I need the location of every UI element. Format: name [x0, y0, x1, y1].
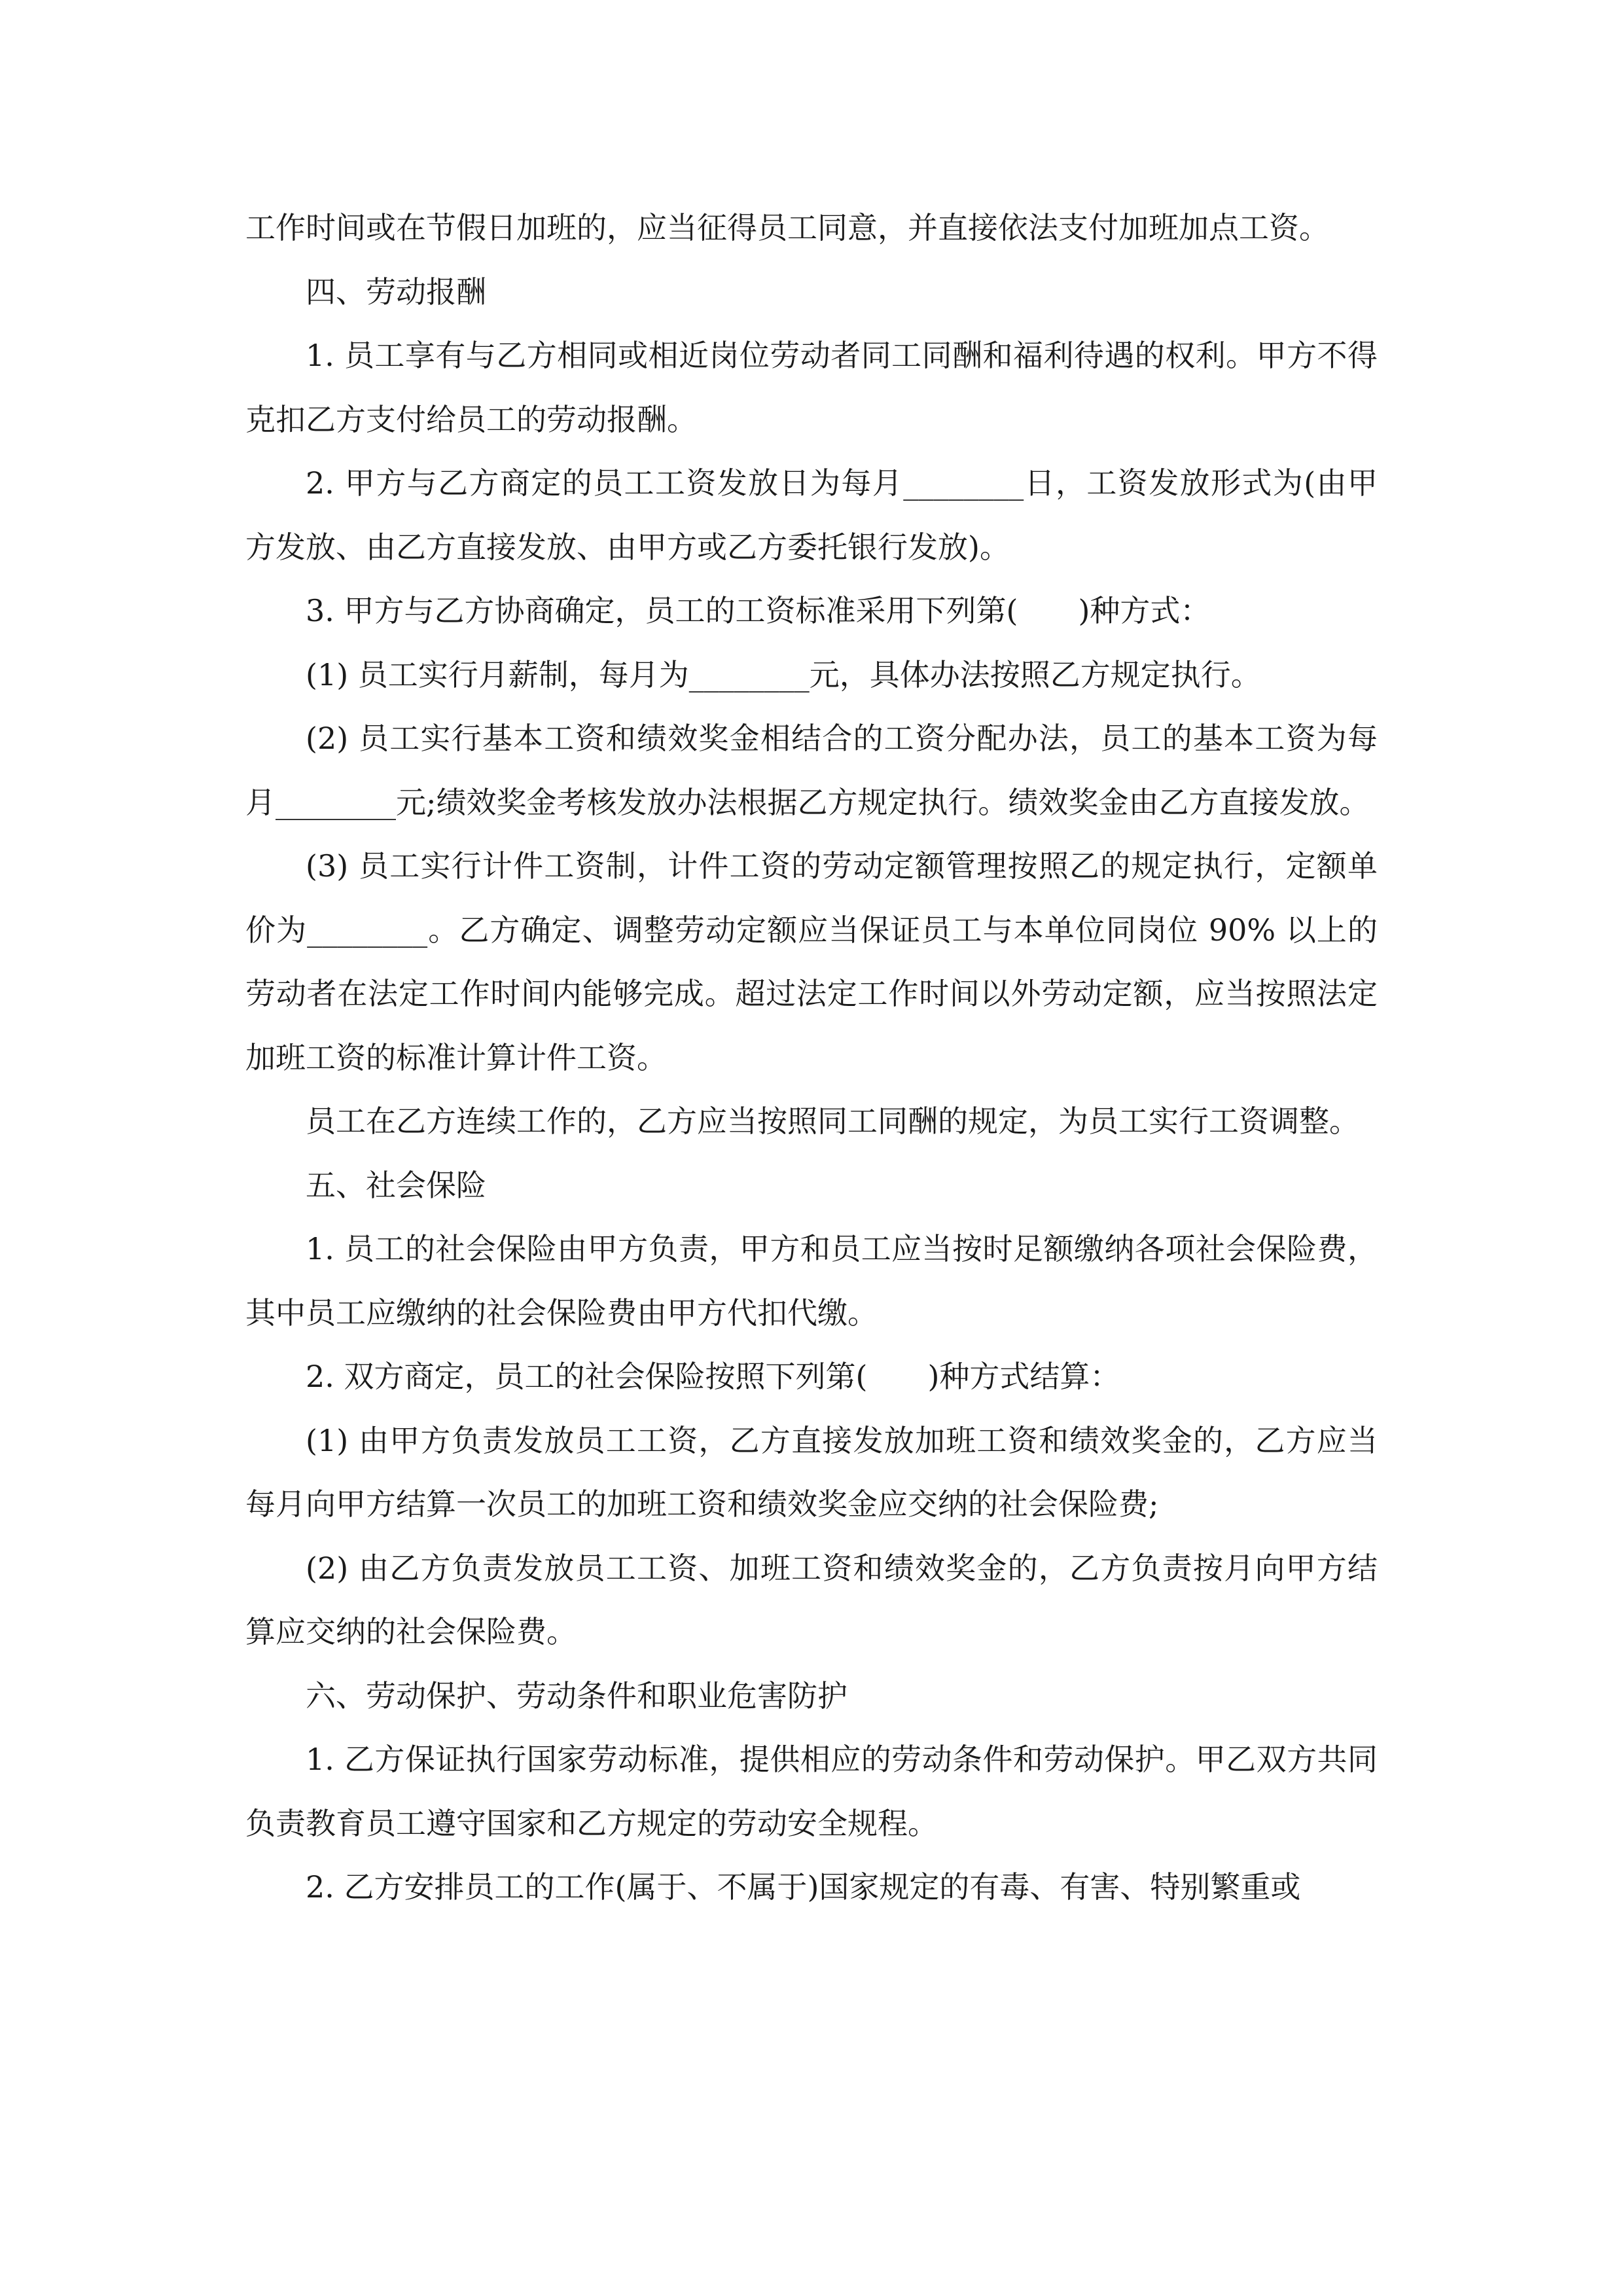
- paragraph-wage-standard: 3. 甲方与乙方协商确定，员工的工资标准采用下列第( )种方式：: [306, 593, 1211, 628]
- section-heading-remuneration: 四、劳动报酬: [306, 274, 486, 310]
- paragraph-wage-adjustment: 员工在乙方连续工作的，乙方应当按照同工同酬的规定，为员工实行工资调整。: [306, 1103, 1359, 1139]
- paragraph-monthly-salary: (1) 员工实行月薪制，每月为________元，具体办法按照乙方规定执行。: [306, 656, 1261, 692]
- paragraph-equal-pay: 1. 员工享有与乙方相同或相近岗位劳动者同工同酬和福利待遇的权利。甲方不得克扣乙方支付给员工的劳动报酬。: [245, 338, 1378, 437]
- paragraph-overtime-continuation: 工作时间或在节假日加班的，应当征得员工同意，并直接依法支付加班加点工资。: [245, 210, 1329, 245]
- paragraph-insurance-responsibility: 1. 员工的社会保险由甲方负责，甲方和员工应当按时足额缴纳各项社会保险费，其中员工应缴纳的社会保险费由甲方代扣代缴。: [245, 1231, 1378, 1331]
- paragraph-piece-rate: (3) 员工实行计件工资制，计件工资的劳动定额管理按照乙的规定执行，定额单价为________。乙方确定、调整劳动定额应当保证员工与本单位同岗位 90% 以上的劳动者在法定工作时间内能够完成。超过法定工作时间以外劳动定额，应当按照法定加班工资的标准计算计件工资。: [245, 848, 1378, 1075]
- paragraph-settlement-option-2: (2) 由乙方负责发放员工工资、加班工资和绩效奖金的，乙方负责按月向甲方结算应交纳的社会保险费。: [245, 1550, 1378, 1649]
- paragraph-hazardous-work: 2. 乙方安排员工的工作(属于、不属于)国家规定的有毒、有害、特别繁重或: [306, 1869, 1301, 1905]
- paragraph-pay-day: 2. 甲方与乙方商定的员工工资发放日为每月________日，工资发放形式为(由甲方发放、由乙方直接发放、由甲方或乙方委托银行发放)。: [245, 465, 1378, 565]
- paragraph-insurance-settlement: 2. 双方商定，员工的社会保险按照下列第( )种方式结算：: [306, 1359, 1120, 1394]
- paragraph-base-plus-bonus: (2) 员工实行基本工资和绩效奖金相结合的工资分配办法，员工的基本工资为每月________元;绩效奖金考核发放办法根据乙方规定执行。绩效奖金由乙方直接发放。: [245, 721, 1378, 820]
- section-heading-labor-protection: 六、劳动保护、劳动条件和职业危害防护: [306, 1677, 847, 1713]
- paragraph-labor-standards: 1. 乙方保证执行国家劳动标准，提供相应的劳动条件和劳动保护。甲乙双方共同负责教育员工遵守国家和乙方规定的劳动安全规程。: [245, 1742, 1378, 1841]
- document-body: [245, 196, 1378, 1920]
- paragraph-settlement-option-1: (1) 由甲方负责发放员工工资，乙方直接发放加班工资和绩效奖金的，乙方应当每月向甲方结算一次员工的加班工资和绩效奖金应交纳的社会保险费;: [245, 1422, 1378, 1522]
- section-heading-social-insurance: 五、社会保险: [306, 1167, 486, 1203]
